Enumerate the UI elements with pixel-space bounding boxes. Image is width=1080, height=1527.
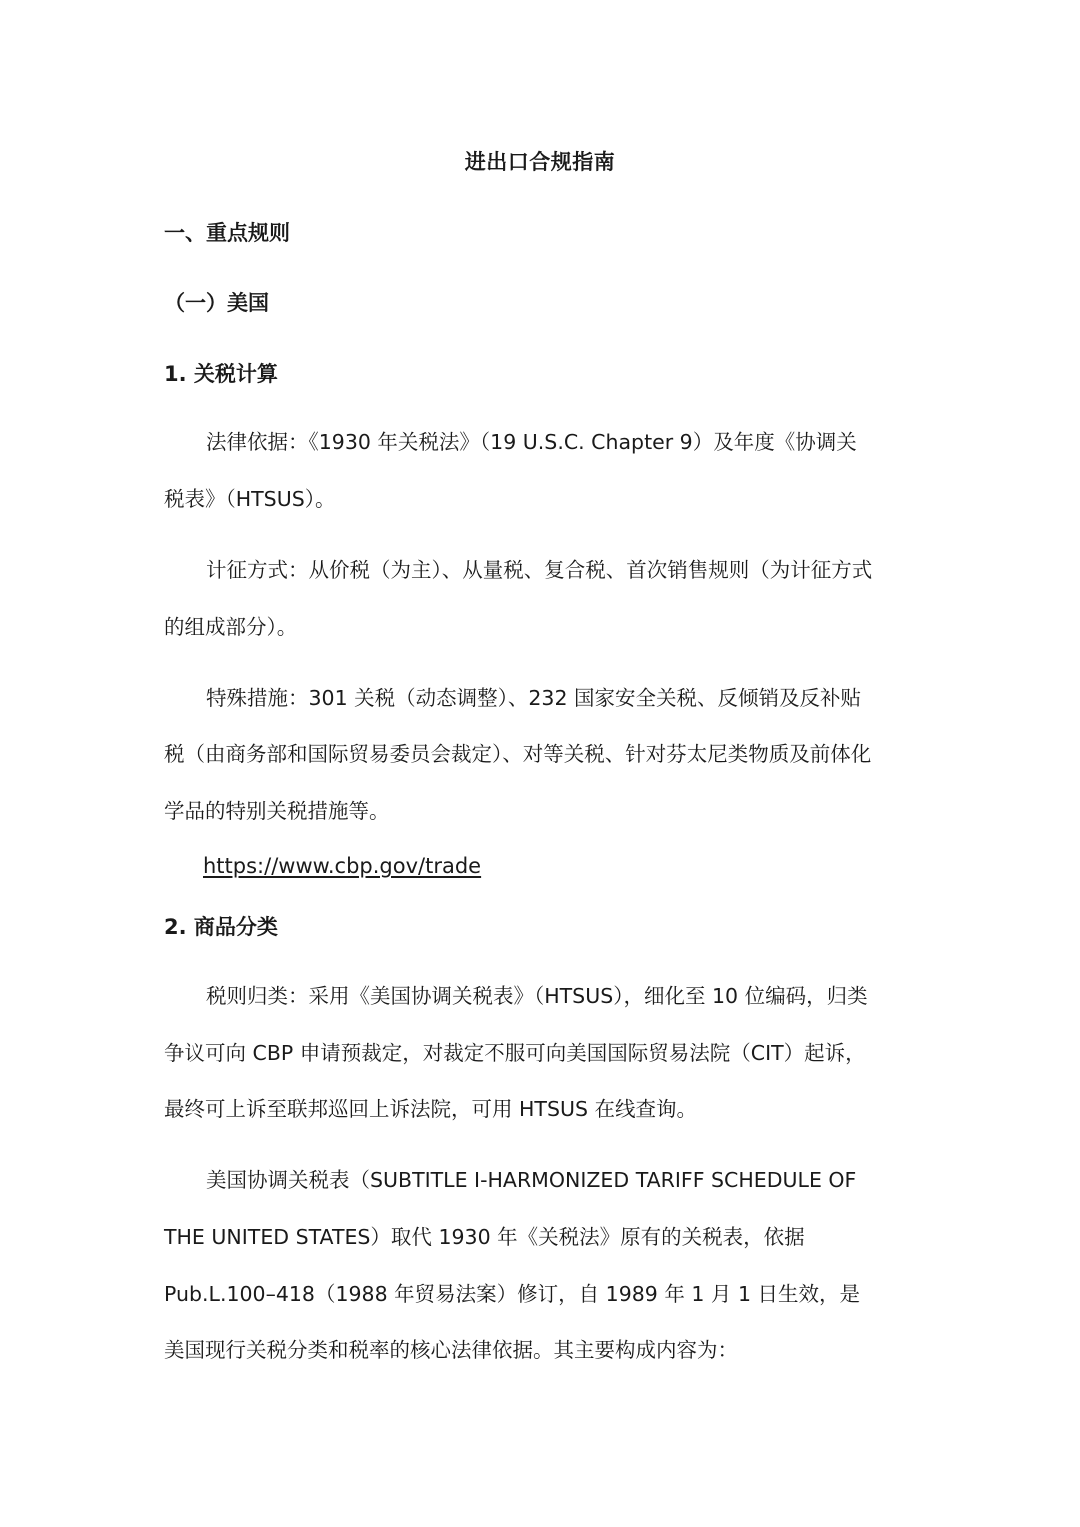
paragraph-levy-method-line-1: 计征方式：从价税（为主）、从量税、复合税、首次销售规则（为计征方式	[206, 558, 873, 582]
paragraph-legal-basis-line-1: 法律依据：《1930 年关税法》（19 U.S.C. Chapter 9）及年度《协调关	[206, 430, 857, 454]
subsection-heading-usa: （一）美国	[164, 291, 269, 315]
paragraph-special-measures-line-1: 特殊措施：301 关税（动态调整）、232 国家安全关税、反倾销及反补贴	[206, 686, 862, 710]
paragraph-special-measures-line-2: 税（由商务部和国际贸易委员会裁定）、对等关税、针对芬太尼类物质及前体化	[164, 742, 872, 766]
paragraph-legal-basis-line-2: 税表》（HTSUS）。	[164, 487, 336, 511]
document-title: 进出口合规指南	[464, 150, 616, 174]
paragraph-htsus-line-1: 美国协调关税表（SUBTITLE I-HARMONIZED TARIFF SCHEDULE OF	[206, 1168, 857, 1192]
paragraph-levy-method-line-2: 的组成部分）。	[164, 615, 298, 639]
heading-tariff-calculation: 1. 关税计算	[164, 362, 278, 386]
paragraph-special-measures-line-3: 学品的特别关税措施等。	[164, 799, 390, 823]
section-heading-key-rules: 一、重点规则	[164, 221, 290, 245]
cbp-trade-link[interactable]: https://www.cbp.gov/trade	[203, 854, 482, 878]
paragraph-htsus-line-4: 美国现行关税分类和税率的核心法律依据。其主要构成内容为：	[164, 1338, 738, 1362]
paragraph-htsus-line-2: THE UNITED STATES）取代 1930 年《关税法》原有的关税表，依据	[164, 1225, 805, 1249]
paragraph-htsus-line-3: Pub.L.100–418（1988 年贸易法案）修订，自 1989 年 1 月 1 日生效，是	[164, 1282, 861, 1306]
heading-goods-classification: 2. 商品分类	[164, 915, 278, 939]
paragraph-tariff-classification-line-3: 最终可上诉至联邦巡回上诉法院，可用 HTSUS 在线查询。	[164, 1097, 697, 1121]
paragraph-tariff-classification-line-2: 争议可向 CBP 申请预裁定，对裁定不服可向美国国际贸易法院（CIT）起诉，	[164, 1041, 866, 1065]
paragraph-tariff-classification-line-1: 税则归类：采用《美国协调关税表》（HTSUS），细化至 10 位编码，归类	[206, 984, 868, 1008]
